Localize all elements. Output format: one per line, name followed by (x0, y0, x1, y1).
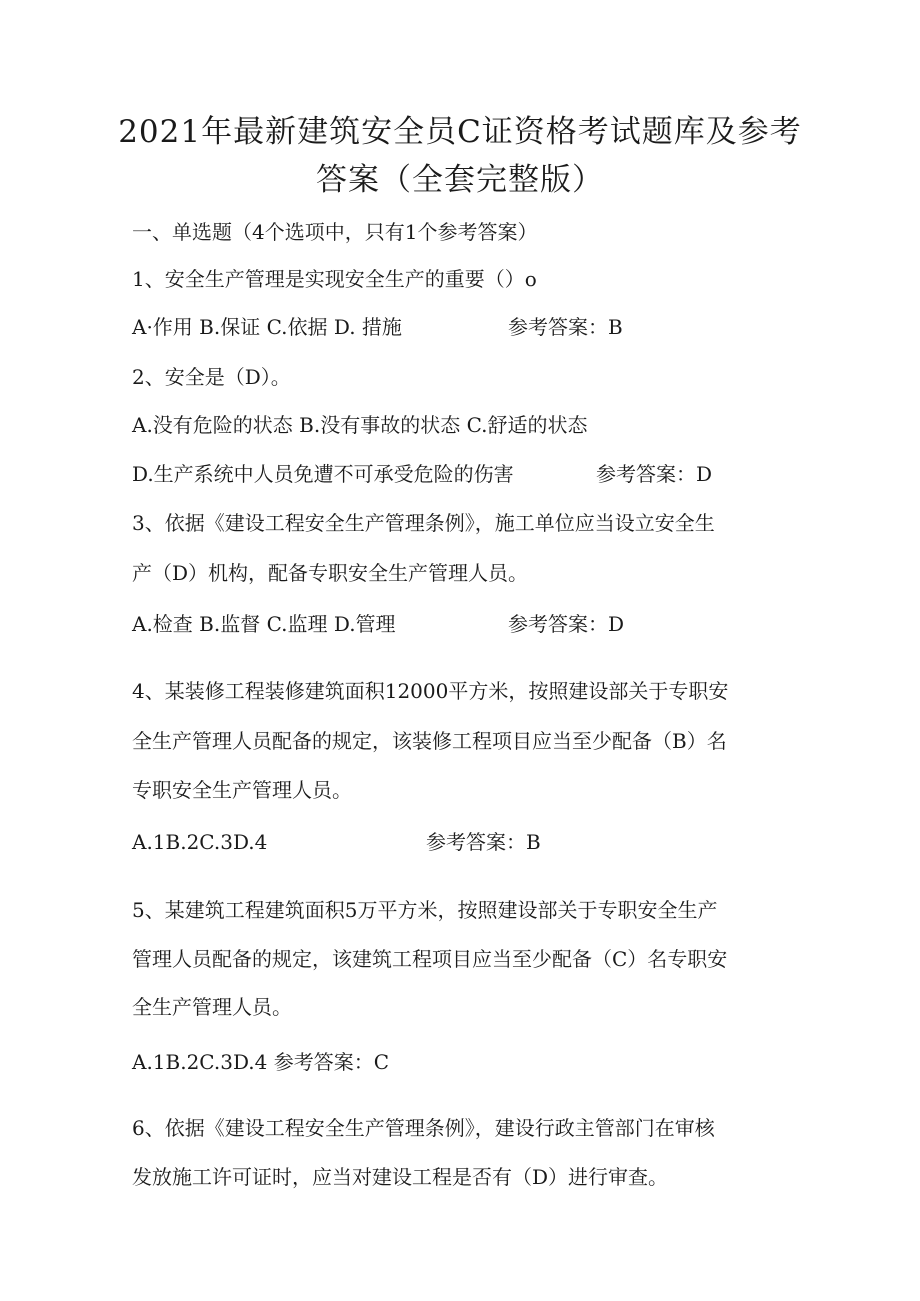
question-5-stem-line-1: 5、某建筑工程建筑面积5万平方米，按照建设部关于专职安全生产 (132, 898, 718, 922)
question-2-options-line-2: D.生产系统中人员免遭不可承受危险的伤害 (132, 462, 514, 486)
document-title-line-2: 答案（全套完整版） (316, 162, 604, 198)
question-4-stem-line-3: 专职安全生产管理人员。 (132, 778, 352, 802)
question-4-options: A.1B.2C.3D.4 (132, 830, 268, 854)
question-3-options: A.检查 B.监督 C.监理 D.管理 (132, 612, 396, 636)
question-1-stem: 1、安全生产管理是实现安全生产的重要（）o (132, 267, 537, 291)
question-4-answer: 参考答案：B (426, 830, 541, 854)
question-5-options-and-answer: A.1B.2C.3D.4 参考答案：C (132, 1050, 390, 1074)
section-heading: 一、单选题（4个选项中，只有1个参考答案） (132, 220, 538, 244)
question-5-stem-line-3: 全生产管理人员。 (132, 995, 292, 1019)
question-3-stem-line-1: 3、依据《建设工程安全生产管理条例》，施工单位应当设立安全生 (132, 511, 715, 535)
question-4-stem-line-2: 全生产管理人员配备的规定，该装修工程项目应当至少配备（B）名 (132, 729, 727, 753)
question-3-stem-line-2: 产（D）机构，配备专职安全生产管理人员。 (132, 561, 529, 585)
question-2-stem: 2、安全是（D）。 (132, 365, 291, 389)
question-6-stem-line-2: 发放施工许可证时，应当对建设工程是否有（D）进行审查。 (132, 1165, 669, 1189)
question-2-answer: 参考答案：D (596, 462, 713, 486)
document-title-line-1: 2021年最新建筑安全员C证资格考试题库及参考 (118, 114, 802, 150)
question-3-answer: 参考答案：D (508, 612, 625, 636)
question-6-stem-line-1: 6、依据《建设工程安全生产管理条例》，建设行政主管部门在审核 (132, 1116, 715, 1140)
question-2-options-line-1: A.没有危险的状态 B.没有事故的状态 C.舒适的状态 (132, 413, 588, 437)
question-1-answer: 参考答案：B (508, 315, 623, 339)
question-4-stem-line-1: 4、某装修工程装修建筑面积12000平方米，按照建设部关于专职安 (132, 679, 729, 703)
question-1-options: A·作用 B.保证 C.依据 D. 措施 (132, 315, 402, 339)
question-5-stem-line-2: 管理人员配备的规定，该建筑工程项目应当至少配备（C）名专职安 (132, 947, 728, 971)
